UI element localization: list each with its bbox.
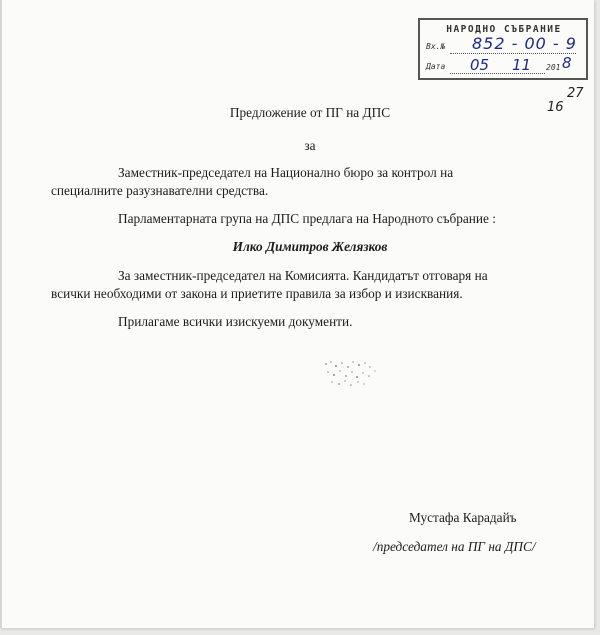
margin-note-bottom: 16	[547, 100, 564, 115]
registry-stamp	[418, 18, 588, 80]
stamp-date-label: Дата	[426, 62, 446, 71]
stamp-year-prefix: 201	[546, 63, 561, 72]
document-title: Предложение от ПГ на ДПС	[229, 105, 391, 120]
stamp-month: 11	[512, 56, 532, 74]
signature-smudge	[322, 358, 382, 388]
subject-line-2: специалните разузнавателни средства.	[51, 183, 269, 198]
attachments-line: Прилагаме всички изискуеми документи.	[118, 314, 353, 329]
margin-note-top: 27	[567, 86, 584, 101]
body-line-2: всички необходими от закона и приетите правила за избор и изисквания.	[51, 286, 463, 301]
stamp-number-label: Вх.№	[426, 42, 446, 51]
for-word: за	[304, 138, 316, 153]
stamp-number-value: 852 - 00 - 9	[472, 34, 577, 53]
proposal-line: Парламентарната група на ДПС предлага на Народното събрание :	[118, 211, 496, 226]
signatory-title: /председател на ПГ на ДПС/	[373, 539, 536, 554]
stamp-day: 05	[470, 56, 490, 74]
stamp-title: НАРОДНО СЪБРАНИЕ	[446, 24, 562, 35]
page-edge	[0, 0, 2, 628]
subject-line-1: Заместник-председател на Национално бюро за контрол на	[118, 165, 454, 180]
stamp-year-suffix: 8	[562, 54, 572, 72]
candidate-name: Илко Димитров Желязков	[232, 239, 388, 254]
stamp-number-line	[450, 53, 576, 54]
signatory-name: Мустафа Карадайъ	[409, 510, 517, 525]
body-line-1: За заместник-председател на Комисията. Кандидатът отговаря на	[118, 268, 488, 283]
